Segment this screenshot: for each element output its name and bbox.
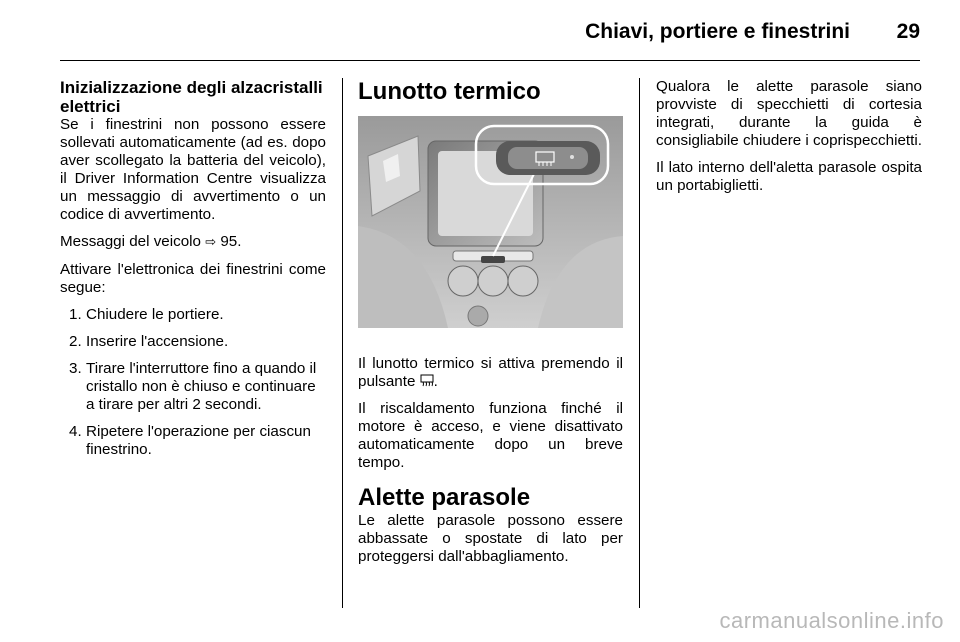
column-divider-2 (639, 78, 640, 608)
column-2 (358, 78, 623, 575)
column-divider-1 (342, 78, 343, 608)
paragraph-text: Il lunotto termico si attiva premendo il pulsante (358, 355, 623, 390)
rear-window-heater-icon (420, 374, 434, 388)
paragraph: Le alette parasole possono essere abbassate o spostate di lato per proteggersi dall'abbagliamento. (358, 512, 623, 565)
paragraph-text: Messaggi del veicolo (60, 233, 201, 250)
step-text: Chiudere le portiere. (86, 306, 224, 323)
page-number: 29 (896, 20, 920, 43)
list-item (60, 360, 326, 414)
step-number: 1. (69, 306, 82, 323)
paragraph-heater-button: Il lunotto termico si attiva premendo il pulsante . (358, 355, 623, 390)
header-title: Chiavi, portiere e finestrini (585, 20, 850, 43)
paragraph: Il lato interno dell'aletta parasole ospita un portabiglietti. (656, 159, 922, 194)
list-item (60, 333, 326, 351)
page-header (60, 14, 920, 61)
section-heading-rear-window-heater: Lunotto termico (358, 78, 541, 105)
paragraph: Il riscaldamento funziona finché il motore è acceso, e viene disattivato automaticamente dopo un breve tempo. (358, 400, 623, 471)
step-text: Tirare l'interruttore fino a quando il cristallo non è chiuso e continuare a tirare per altri 2 secondi. (86, 360, 317, 413)
list-item (60, 423, 326, 459)
watermark: carmanualsonline.info (719, 608, 944, 633)
section-heading-sun-visors: Alette parasole (358, 484, 531, 511)
paragraph: Qualora le alette parasole siano provviste di specchietti di cortesia integrati, durante la guida è consigliabile chiudere i coprispecchietti. (656, 78, 922, 149)
step-text: Ripetere l'operazione per ciascun finestrino. (86, 423, 311, 458)
step-number: 4. (69, 423, 82, 440)
paragraph: Se i finestrini non possono essere sollevati automaticamente (ad es. dopo aver scollegato la batteria del veicolo), il Driver Information Centre visualizza un messaggio di avvertimento o un codice di avvertimento. (60, 116, 326, 223)
list-item (60, 306, 326, 324)
column-3 (656, 78, 922, 204)
steps-list (60, 306, 326, 459)
section-heading-window-init: Inizializzazione degli alzacristalli elettrici (60, 78, 323, 116)
arrow-ref-icon: ⇨ (205, 235, 217, 250)
step-number: 2. (69, 333, 82, 350)
step-text: Inserire l'accensione. (86, 333, 229, 350)
paragraph-vehicle-messages (60, 233, 326, 252)
dashboard-illustration (358, 116, 623, 328)
column-1 (60, 78, 326, 468)
step-number: 3. (69, 360, 82, 377)
paragraph: Attivare l'elettronica dei finestrini come segue: (60, 261, 326, 296)
page-reference: 95. (220, 233, 242, 250)
